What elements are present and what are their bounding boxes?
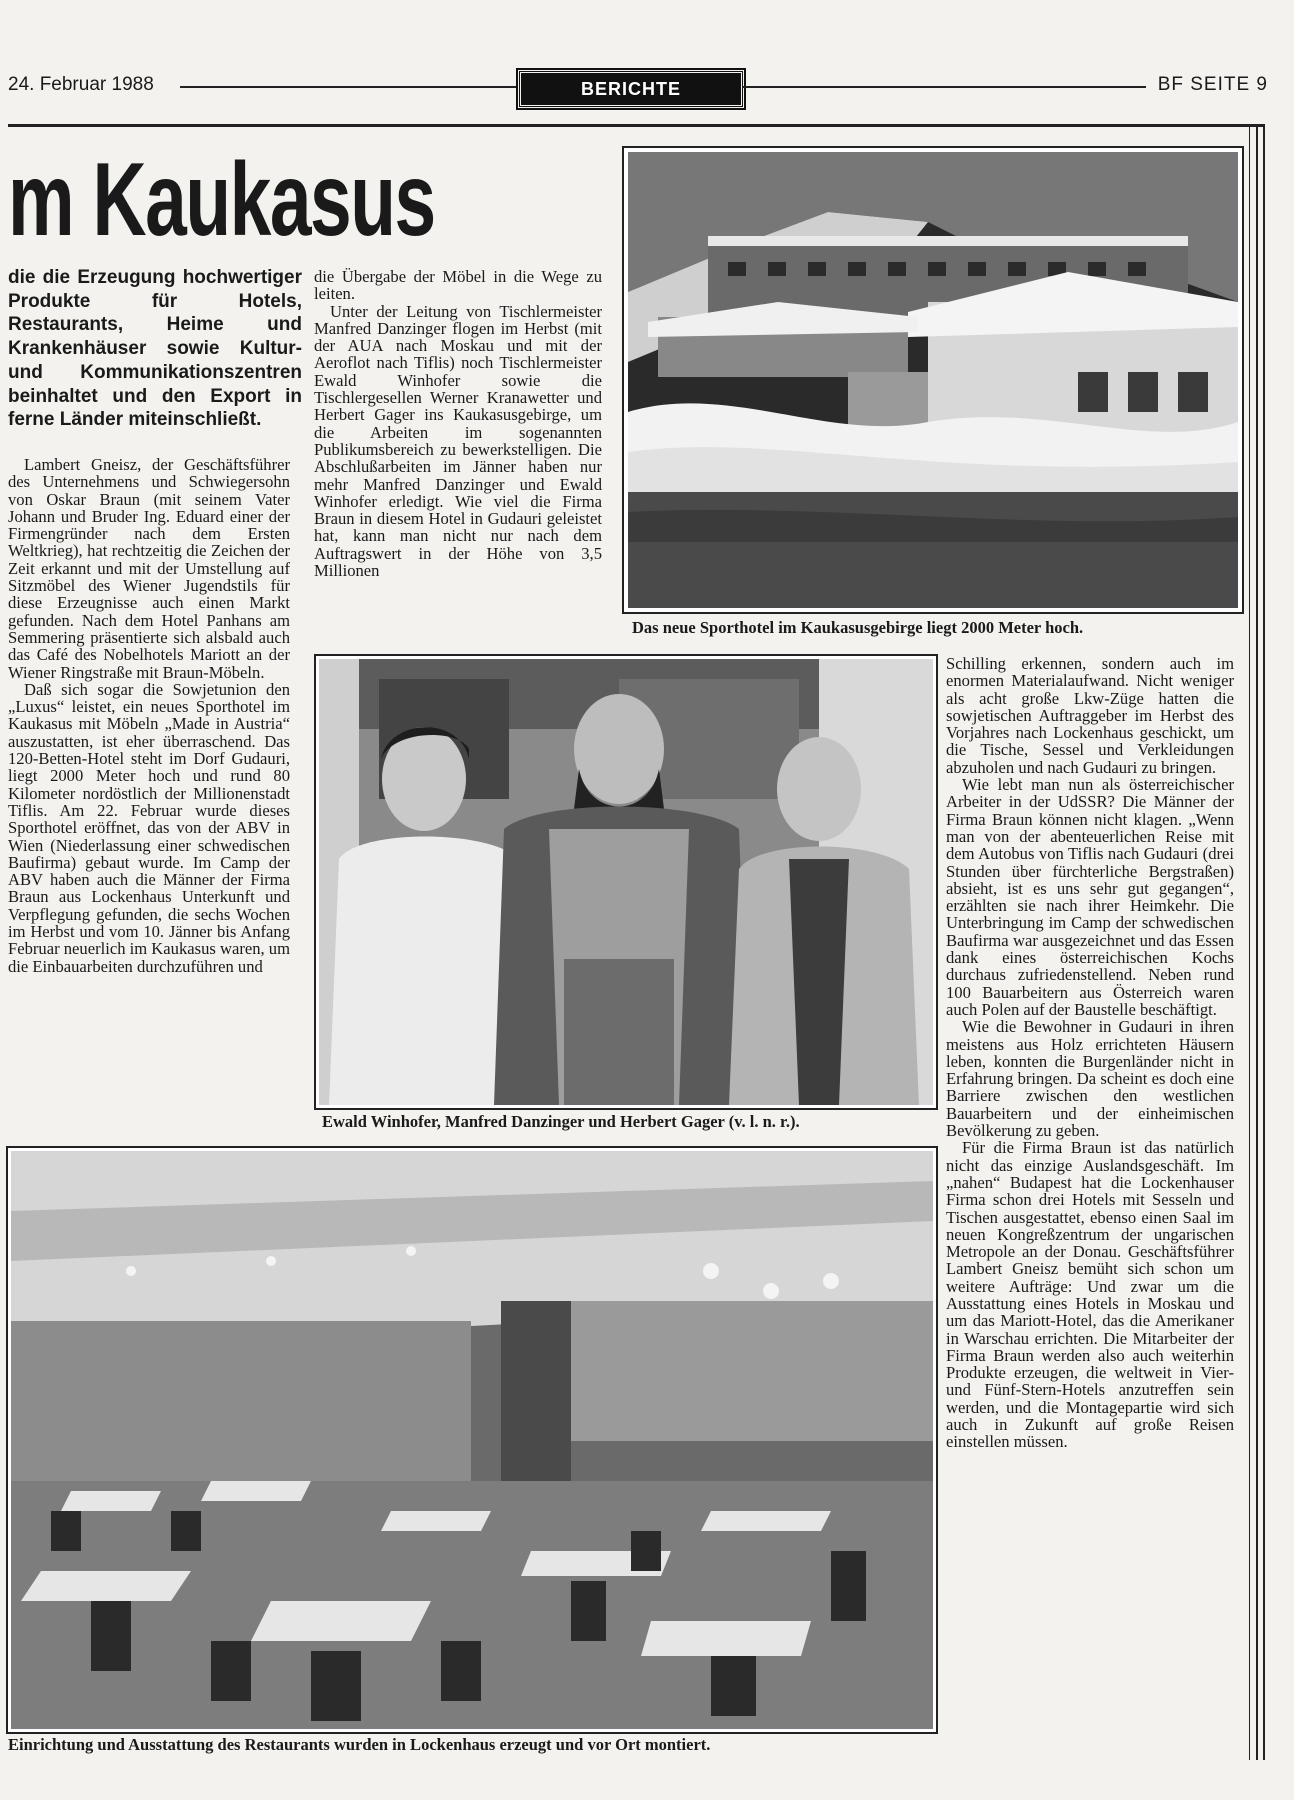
- header-rule-left: [180, 86, 516, 88]
- top-rule: [8, 124, 1264, 127]
- workers-photo: [319, 659, 933, 1105]
- paragraph: Unter der Leitung von Tischlermeister Manfred Danzinger flogen im Herbst (mit der AUA nach Moskau und mit der Aeroflot nach Tiflis) noch Tischlermeister Ewald Winhofer sowie die Tischlergesellen Werner Kranawetter und Herbert Gager ins Kaukasusgebirge, um die Arbeiten im sogenannten Publikumsbereich zu bewerkstelligen. Die Abschlußarbeiten im Jänner haben nur mehr Manfred Danzinger und Ewald Winhofer erledigt. Wie viel die Firma Braun in diesem Hotel in Gudauri geleistet hat, kann man nicht nur nach dem Auftragswert in der Höhe von 3,5 Millionen: [314, 301, 602, 581]
- issue-date: 24. Februar 1988: [8, 74, 154, 95]
- hotel-photo-frame: [622, 146, 1244, 614]
- right-frame-rule-outer: [1263, 124, 1265, 1760]
- right-frame-rule-inner: [1249, 124, 1250, 1760]
- restaurant-photo-frame: [6, 1146, 938, 1734]
- restaurant-photo-caption: Einrichtung und Ausstattung des Restaurants wurden in Lockenhaus erzeugt und vor Ort montiert.: [8, 1735, 711, 1754]
- workers-photo-caption: Ewald Winhofer, Manfred Danzinger und Herbert Gager (v. l. n. r.).: [322, 1112, 800, 1131]
- section-label: BERICHTE: [580, 79, 681, 99]
- hotel-photo: [628, 152, 1238, 608]
- paragraph: Daß sich sogar die Sowjetunion den „Luxus“ leistet, ein neues Sporthotel im Kaukasus mit Möbeln „Made in Austria“ auszustatten, ist eher überraschend. Das 120-Betten-Hotel steht im Dorf Gudauri, liegt 2000 Meter hoch und rund 80 Kilometer nordöstlich der Millionenstadt Tiflis. Am 22. Februar wurde dieses Sporthotel eröffnet, das von der ABV in Wien (Niederlassung einer schwedischen Baufirma) gebaut wurde. Im Camp der ABV haben auch die Männer der Firma Braun aus Lockenhaus Unterkunft und Verpflegung gefunden, die sechs Wochen im Herbst und vom 10. Jänner bis Anfang Februar neuerlich im Kaukasus waren, um die Einbauarbeiten durchzuführen und: [8, 679, 291, 976]
- restaurant-photo: [11, 1151, 933, 1729]
- page-number: BF SEITE 9: [1157, 74, 1268, 95]
- paragraph: Für die Firma Braun ist das natürlich nicht das einzige Auslandsgeschäft. Im „nahen“ Budapest hat die Lockenhauser Firma schon drei Hotels mit Sesseln und Tischen ausgestattet, ebenso einen Saal im neuen Kongreßzentrum der ungarischen Metropole an der Donau. Geschäftsführer Lambert Gneisz bemüht sich schon um weitere Aufträge: Und zwar um die Ausstattung eines Hotels in Moskau und um das Mariott-Hotel, das die Amerikaner in Warschau errichten. Die Mitarbeiter der Firma Braun werden also auch weiterhin Produkte erzeugen, die weltweit in Vier- und Fünf-Stern-Hotels anzutreffen sein werden, und die Montagepartie wird sich auch in Zukunft auf große Reisen einstellen müssen.: [946, 1138, 1234, 1452]
- article-headline: m Kaukasus: [8, 142, 435, 258]
- paragraph: Lambert Gneisz, der Geschäftsführer des Unternehmens und Schwiegersohn von Oskar Braun (mit seinem Vater Johann und Bruder Ing. Eduard einer der Firmengründer nach dem Ersten Weltkrieg), hat rechtzeitig die Zeichen der Zeit erkannt und mit der Umstellung auf Sitzmöbel des Wiener Jugendstils für diese Erzeugnisse auch einen Markt gefunden. Nach dem Hotel Panhans am Semmering präsentierte sich alsbald auch das Café des Nobelhotels Mariott an der Wiener Ringstraße mit Braun-Möbeln.: [8, 455, 290, 682]
- right-frame-rule: [1256, 124, 1258, 1760]
- section-label-box: [518, 70, 744, 108]
- workers-photo-frame: [314, 654, 938, 1110]
- article-lead: die die Erzeugung hochwertiger Produkte für Hotels, Restaurants, Heime und Krankenhäuser sowie Kultur- und Kommunikationszentren beinhaltet und den Export in ferne Länder miteinschließt.: [8, 267, 302, 431]
- hotel-photo-caption: Das neue Sporthotel im Kaukasusgebirge liegt 2000 Meter hoch.: [632, 618, 1084, 637]
- paragraph: Schilling erkennen, sondern auch im enormen Materialaufwand. Nicht weniger als acht große Lkw-Züge hatten die sowjetischen Auftraggeber im Herbst des Vorjahres nach Lockenhaus geschickt, um die Tische, Sessel und Verkleidungen abzuholen und nach Gudauri zu bringen.: [946, 654, 1234, 777]
- paragraph: Wie die Bewohner in Gudauri in ihren meistens aus Holz errichteten Häusern leben, konnten die Burgenländer nicht in Erfahrung bringen. Da scheint es doch eine Barriere zwischen den westlichen Bauarbeitern und der einheimischen Bevölkerung zu geben.: [946, 1017, 1234, 1141]
- article-column-2: [314, 268, 602, 579]
- article-column-1: [8, 456, 290, 975]
- article-column-3: [946, 655, 1234, 1451]
- paragraph: Wie lebt man nun als österreichischer Arbeiter in der UdSSR? Die Männer der Firma Braun können nicht klagen. „Wenn man von der abenteuerlichen Reise mit dem Autobus von Tiflis nach Gudauri (drei Stunden über fürchterliche Bergstraßen) absieht, ist es uns sehr gut gegangen“, erzählten sie nach ihrer Heimkehr. Die Unterbringung im Camp der schwedischen Baufirma war ausgezeichnet und das Essen dank eines österreichischen Kochs durchaus zufriedenstellend. Neben rund 100 Bauarbeitern aus Österreich waren auch Polen auf der Baustelle beschäftigt.: [946, 775, 1234, 1019]
- header-rule-right: [742, 86, 1146, 88]
- paragraph: die Übergabe der Möbel in die Wege zu leiten.: [314, 267, 602, 304]
